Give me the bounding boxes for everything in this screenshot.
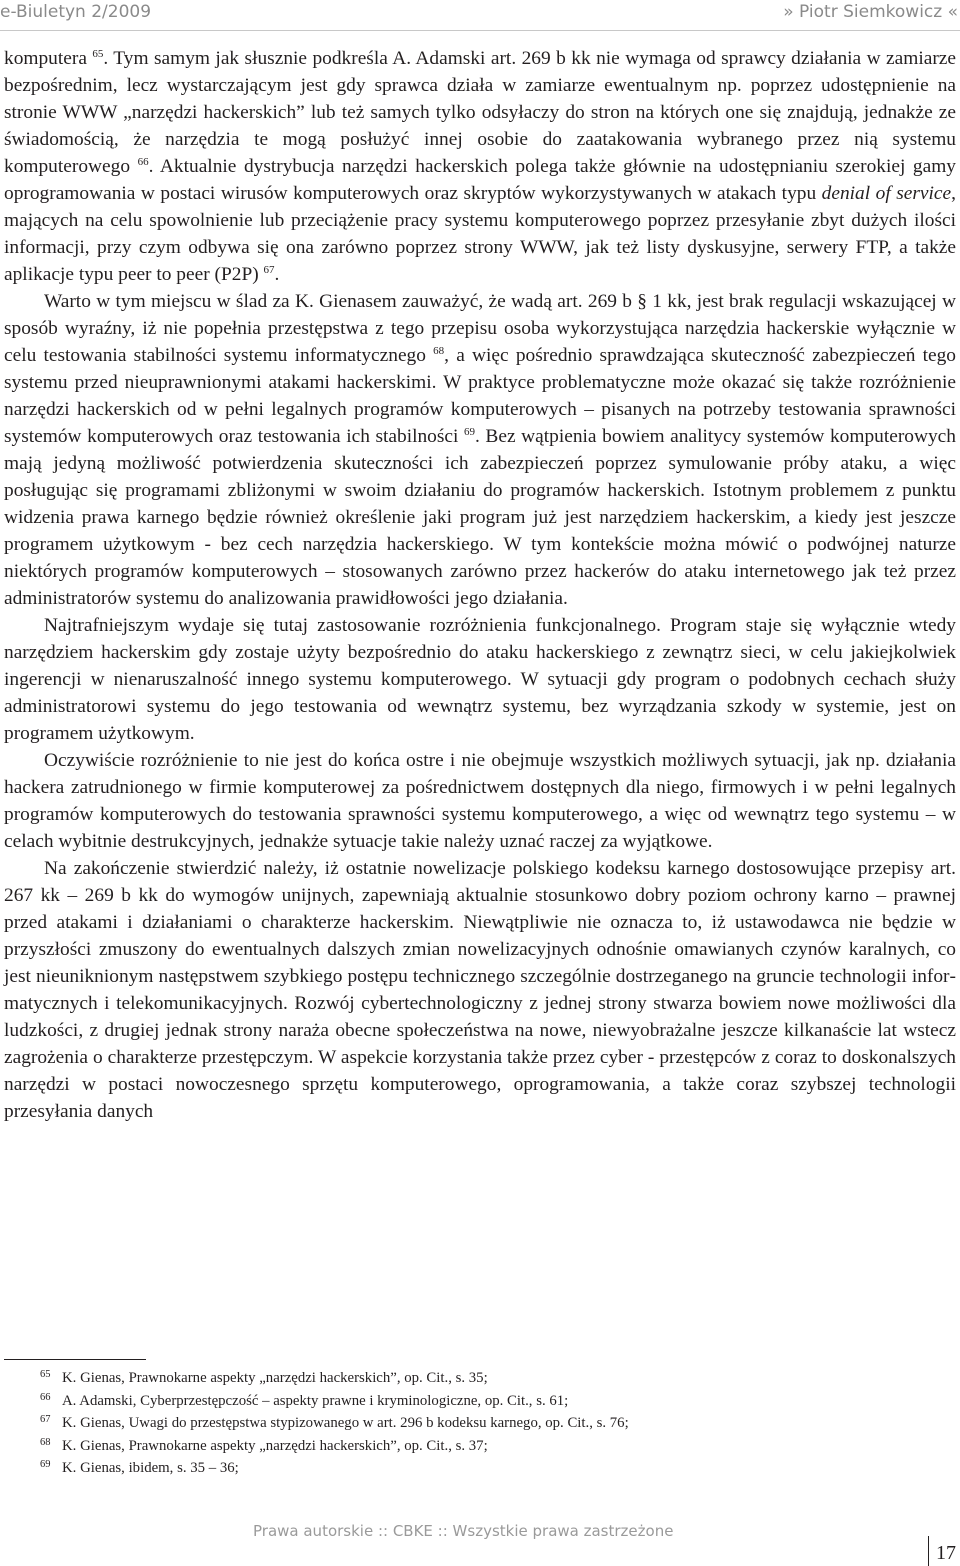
footnote-68 xyxy=(4,1435,944,1458)
issue-title: e-Biuletyn 2/2009 xyxy=(0,2,152,22)
text-run: . Bez wątpienia bowiem analitycy systemów komputerowych mają jedyną możliwość potwierdzenia skuteczności ich zabezpieczeń poprzez symulowanie próby ataku, a więc posługując się programami zbliżonymi w swoim działaniu do programów hackerskich. Istotnym problemem z punktu widzenia prawa karnego będzie również określenie jaki program już jest narzędziem hackerskim, a kiedy jest jeszcze programem użytkowym - bez cech narzędzia hackerskiego. W tym kontekście można mówić o podwójnej naturze niektórych programów komputerowych – stosowanych zarówno przez hackerów do ataku internetowego jak też przez administratorów systemu do analizowania prawidłowości jego działania. xyxy=(4,426,956,609)
footnote-67 xyxy=(4,1412,944,1435)
footnote-text: K. Gienas, Prawnokarne aspekty „narzędzi hackerskich”, op. Cit., s. 35; xyxy=(62,1370,488,1386)
text-run: , a więc pośrednio sprawdzająca skuteczność zabezpieczeń tego systemu przed nieuprawnionymi atakami hackerskimi. W praktyce problematyczne może okazać się także rozróżnienie narzędzi hackerskich od w pełni legalnych programów komputerowych – pisanych na potrzeby testowania sprawności systemów komputerowych oraz testowania ich stabilności xyxy=(4,345,956,447)
paragraph-1 xyxy=(4,45,956,288)
footnote-text: K. Gienas, Prawnokarne aspekty „narzędzi hackerskich”, op. Cit., s. 37; xyxy=(62,1437,488,1454)
text-run: Warto w tym miejscu w ślad za K. Gienasem zauważyć, że wadą art. 269 b § 1 kk, jest brak regulacji wskazującej w sposób wyraźny, iż nie popełnia przestępstwa z tego przepisu osoba wykorzystująca narzędzia hackerskie wyłącznie w celu testowania stabilności systemu informatycznego xyxy=(4,291,956,366)
footnote-number: 69 xyxy=(40,1459,51,1470)
page-corner-rule xyxy=(928,1536,929,1566)
footnote-ref-68: 68 xyxy=(433,345,445,357)
paragraph-5: Na zakończenie stwierdzić należy, iż ostatnie nowelizacje polskiego kodeksu karnego dostosowujące przepisy art. 267 kk – 269 b kk do wymogów unijnych, zapewniają aktualnie stosunkowo dobry poziom ochrony karno – prawnej przed atakami i działaniami o charakterze hackerskim. Niewątpliwie nie oznacza to, iż ustawodawca nie będzie w przyszłości zmuszony do ewentualnych dalszych zmian nowelizacyjnych odnośnie omawianych czynów karalnych, co jest nieuniknionym następstwem szybkiego postępu technicznego szczególnie dostrzeganego na gruncie technologii informatycznych i telekomunikacyjnych. Rozwój cybertechnologiczny z jednej strony stwarza bowiem nowe możliwości dla ludzkości, z drugiej jednak strony naraża obecne społeczeństwa na nowe, niewyobrażalne jeszcze kilkanaście lat wstecz zagrożenia o charakterze przestępczym. W aspekcie korzystania także przez cyber - przestępców z coraz to doskonalszych narzędzi w postaci nowoczesnego sprzętu komputerowego, oprogramowania, a także coraz szybszej technologii przesyłania danych xyxy=(4,858,956,1122)
footnote-69 xyxy=(4,1457,944,1480)
article-body xyxy=(4,45,956,1125)
footnote-number: 66 xyxy=(40,1391,51,1403)
footnote-number: 65 xyxy=(40,1369,51,1380)
footnote-ref-69: 69 xyxy=(464,426,475,438)
footnote-66 xyxy=(4,1390,944,1413)
text-run: , mających na celu spowolnienie lub przeciążenie pracy systemu komputerowego poprzez przesyłanie zbyt dużych ilości informacji, przy czym odbywa się ona zarówno poprzez strony WWW, jak też listy dyskusyjne, serwery FTP, a także aplikacje typu peer to peer (P2P) xyxy=(4,183,956,285)
text-run: . Aktualnie dystrybucja narzędzi hackerskich polega także głównie na udostępnianiu szerokiej gamy oprogramowania w postaci wirusów komputerowych oraz skryptów wykorzystywanych w atakach typu xyxy=(4,156,956,204)
footnote-65 xyxy=(4,1367,944,1390)
footnote-text: K. Gienas, ibidem, s. 35 – 36; xyxy=(62,1460,239,1476)
footnote-ref-66: 66 xyxy=(137,156,149,168)
footnote-ref-65: 65 xyxy=(92,48,104,60)
footnotes xyxy=(4,1367,944,1480)
text-run: . xyxy=(274,264,280,285)
footnote-number: 68 xyxy=(40,1436,51,1448)
copyright-notice: Prawa autorskie :: CBKE :: Wszystkie prawa zastrzeżone xyxy=(253,1522,674,1540)
footnote-divider xyxy=(4,1359,146,1360)
header-divider xyxy=(0,30,960,31)
paragraph-2 xyxy=(4,288,956,612)
footnote-number: 67 xyxy=(40,1414,51,1425)
paragraph-3: Najtrafniejszym wydaje się tutaj zastosowanie rozróżnienia funkcjonalnego. Program staje się wyłącznie wtedy narzędziem hackerskim gdy zostaje użyty bezpośrednio do ataku hackerskiego z zewnątrz sieci, w celu jakiejkolwiek ingerencji w nienaruszalność innego systemu komputerowego. W sytuacji gdy program o podobnych cechach służy administratorowi systemu do jego testowania od wewnątrz systemu, bez wyrządzania szkody w systemie, jest on programem użytkowym. xyxy=(4,615,956,744)
page-header xyxy=(0,0,960,28)
author-name: » Piotr Siemkowicz « xyxy=(783,2,958,22)
italic-term: denial of service xyxy=(821,183,952,204)
footnote-text: A. Adamski, Cyberprzestępczość – aspekty prawne i kryminologiczne, op. Cit., s. 61; xyxy=(62,1392,569,1409)
paragraph-4: Oczywiście rozróżnienie to nie jest do końca ostre i nie obejmuje wszystkich możliwych sytuacji, jak np. działania hackera zatrudnionego w firmie komputerowej za pośrednictwem dostępnych dla niego, firmowych i w pełni legalnych programów komputerowych do testowania sprawności systemu komputerowego, a więc od wewnątrz tego systemu – w celach wybitnie destrukcyjnych, jednakże sytuacje takie należy uznać raczej za wyjątkowe. xyxy=(4,750,956,852)
text-run: komputera xyxy=(4,48,93,69)
text-run: . Tym samym jak słusznie podkreśla A. Adamski art. 269 b kk nie wymaga od sprawcy działania w zamiarze bezpośrednim, lecz wystarczającym jest gdy sprawca działa w zamiarze ewentualnym np. poprzez udostępnienie na stronie WWW „narzędzi hackerskich” lub też samych tylko odsyłaczy do stron na których one się znajdują, jednakże ze świadomością, że narzędzia te mogą posłużyć innej osobie do zaatakowania wybranego przez nią systemu komputerowego xyxy=(4,48,956,177)
footnote-text: K. Gienas, Uwagi do przestępstwa stypizowanego w art. 296 b kodeksu karnego, op. Cit., s. 76; xyxy=(62,1415,629,1431)
page-number: 17 xyxy=(936,1542,956,1564)
footnote-ref-67: 67 xyxy=(263,264,275,276)
